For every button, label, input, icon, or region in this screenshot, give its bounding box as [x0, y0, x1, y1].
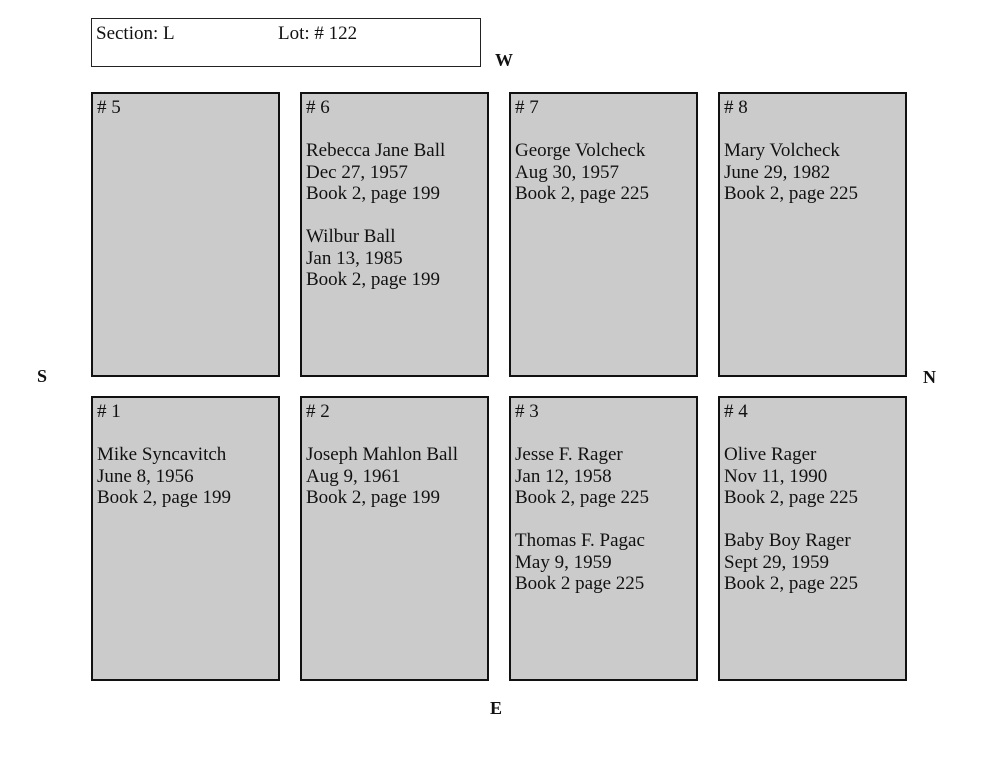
burial-name: Baby Boy Rager — [724, 530, 851, 551]
burial-list — [306, 140, 445, 312]
burial-name: Joseph Mahlon Ball — [306, 444, 458, 465]
burial-record: Book 2, page 199 — [306, 269, 441, 290]
burial-name: Rebecca Jane Ball — [306, 140, 446, 161]
plot-number: # 3 — [515, 401, 539, 422]
burial-entry — [306, 444, 458, 509]
compass-north: N — [923, 367, 936, 387]
burial-date: Aug 9, 1961 — [306, 465, 401, 487]
burial-record: Book 2, page 225 — [724, 487, 859, 508]
burial-name: Wilbur Ball — [306, 226, 396, 247]
grave-plot-8 — [718, 92, 907, 377]
plot-number: # 1 — [97, 401, 121, 422]
burial-entry — [306, 140, 445, 205]
plot-number: # 6 — [306, 97, 330, 118]
lot-label: Lot: # 122 — [278, 23, 358, 44]
burial-name: George Volcheck — [515, 140, 646, 161]
burial-date: Sept 29, 1959 — [724, 551, 830, 573]
burial-date: Dec 27, 1957 — [306, 161, 408, 183]
section-label: Section: L — [96, 23, 175, 44]
burial-date: June 29, 1982 — [724, 161, 831, 183]
burial-name: Jesse F. Rager — [515, 444, 623, 465]
burial-name: Thomas F. Pagac — [515, 530, 645, 551]
burial-entry — [724, 140, 858, 205]
burial-record: Book 2, page 199 — [306, 487, 441, 508]
burial-name: Olive Rager — [724, 444, 817, 465]
grave-plot-1 — [91, 396, 280, 681]
burial-entry — [515, 140, 649, 205]
burial-record: Book 2, page 225 — [724, 183, 859, 204]
burial-record: Book 2, page 225 — [515, 487, 650, 508]
burial-list — [306, 444, 458, 530]
plot-number: # 5 — [97, 97, 121, 118]
grave-plot-5 — [91, 92, 280, 377]
burial-list — [724, 140, 858, 226]
burial-record: Book 2, page 225 — [515, 183, 650, 204]
burial-record: Book 2, page 199 — [306, 183, 441, 204]
plot-number: # 2 — [306, 401, 330, 422]
burial-name: Mary Volcheck — [724, 140, 840, 161]
burial-list — [515, 140, 649, 226]
plot-number: # 7 — [515, 97, 539, 118]
compass-south: S — [37, 366, 48, 386]
burial-entry — [306, 226, 445, 291]
burial-record: Book 2 page 225 — [515, 573, 645, 594]
compass-east: E — [490, 698, 503, 718]
burial-date: June 8, 1956 — [97, 465, 194, 487]
burial-list — [724, 444, 858, 616]
burial-date: Nov 11, 1990 — [724, 465, 828, 487]
burial-entry — [515, 444, 649, 509]
burial-record: Book 2, page 225 — [724, 573, 859, 594]
burial-entry — [515, 530, 649, 595]
grave-plot-2 — [300, 396, 489, 681]
grave-plot-3 — [509, 396, 698, 681]
burial-date: Aug 30, 1957 — [515, 161, 619, 183]
burial-date: May 9, 1959 — [515, 551, 612, 573]
burial-record: Book 2, page 199 — [97, 487, 232, 508]
compass-west: W — [495, 50, 513, 70]
burial-entry — [97, 444, 231, 509]
lot-header-box — [91, 18, 481, 67]
burial-list — [97, 444, 231, 530]
burial-date: Jan 12, 1958 — [515, 465, 612, 487]
burial-entry — [724, 444, 858, 509]
grave-plot-4 — [718, 396, 907, 681]
burial-list — [515, 444, 649, 616]
plot-number: # 8 — [724, 97, 748, 118]
burial-name: Mike Syncavitch — [97, 444, 227, 465]
grave-plot-6 — [300, 92, 489, 377]
burial-entry — [724, 530, 858, 595]
grave-plot-7 — [509, 92, 698, 377]
burial-date: Jan 13, 1985 — [306, 247, 403, 269]
plot-number: # 4 — [724, 401, 748, 422]
